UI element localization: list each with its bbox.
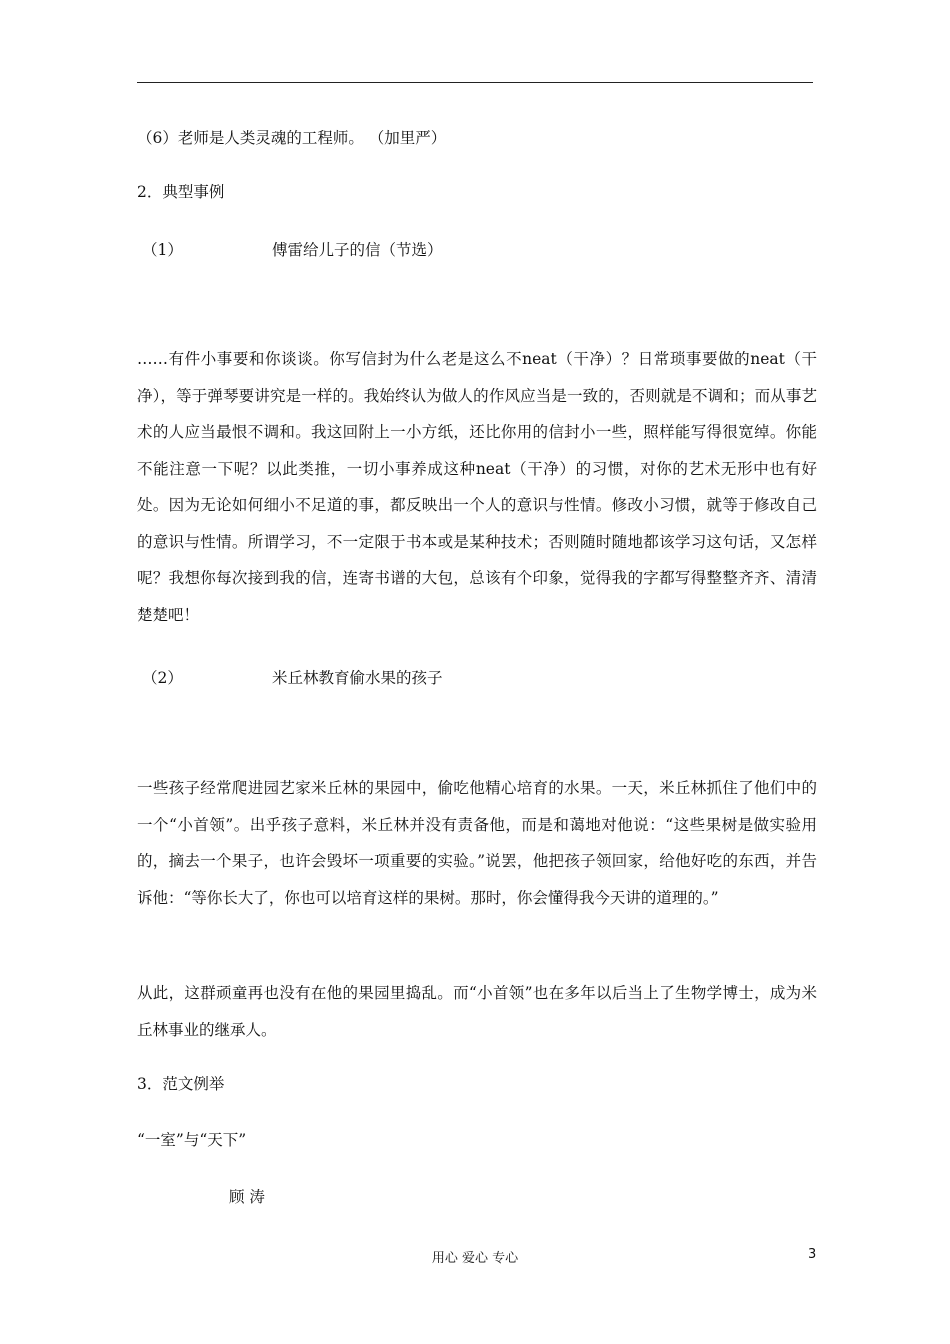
section-2-heading: 2．典型事例 (137, 183, 225, 201)
essay-author: 顾 涛 (229, 1188, 265, 1206)
essay-title: “一室”与“天下” (137, 1131, 247, 1149)
example-1-number: （1） (142, 241, 183, 259)
page-number: 3 (808, 1247, 817, 1262)
section-3-heading: 3．范文例举 (137, 1075, 225, 1093)
example-2-title: 米丘林教育偷水果的孩子 (272, 669, 443, 687)
example-1-body: ……有件小事要和你谈谈。你写信封为什么老是这么不neat（干净）？日常琐事要做的neat（干净），等于弹琴要讲究是一样的。我始终认为做人的作风应当是一致的，否则就是不调和；而从事艺术的人应当最恨不调和。我这回附上一小方纸，还比你用的信封小一些，照样能写得很宽绰。你能不能注意一下呢？以此类推，一切小事养成这种neat（干净）的习惯，对你的艺术无形中也有好处。因为无论如何细小不足道的事，都反映出一个人的意识与性情。修改小习惯，就等于修改自己的意识与性情。所谓学习，不一定限于书本或是某种技术；否则随时随地都该学习这句话，又怎样呢？我想你每次接到我的信，连寄书谱的大包，总该有个印象，觉得我的字都写得整整齐齐、清清楚楚吧！ (137, 350, 817, 624)
example-2-body-2: 从此，这群顽童再也没有在他的果园里捣乱。而“小首领”也在多年以后当上了生物学博士，成为米丘林事业的继承人。 (137, 984, 817, 1039)
example-2-body-1: 一些孩子经常爬进园艺家米丘林的果园中，偷吃他精心培育的水果。一天，米丘林抓住了他们中的一个“小首领”。出乎孩子意料，米丘林并没有责备他，而是和蔼地对他说：“这些果树是做实验用的，摘去一个果子，也许会毁坏一项重要的实验。”说罢，他把孩子领回家，给他好吃的东西，并告诉他：“等你长大了，你也可以培育这样的果树。那时，你会懂得我今天讲的道理的。” (137, 779, 817, 907)
example-1-title: 傅雷给儿子的信（节选） (272, 241, 443, 259)
example-2-number: （2） (142, 669, 183, 687)
page-footer: 用心 爱心 专心 (431, 1251, 519, 1266)
quote-6: （6）老师是人类灵魂的工程师。 （加里严） (137, 129, 447, 147)
header-rule (137, 82, 813, 83)
